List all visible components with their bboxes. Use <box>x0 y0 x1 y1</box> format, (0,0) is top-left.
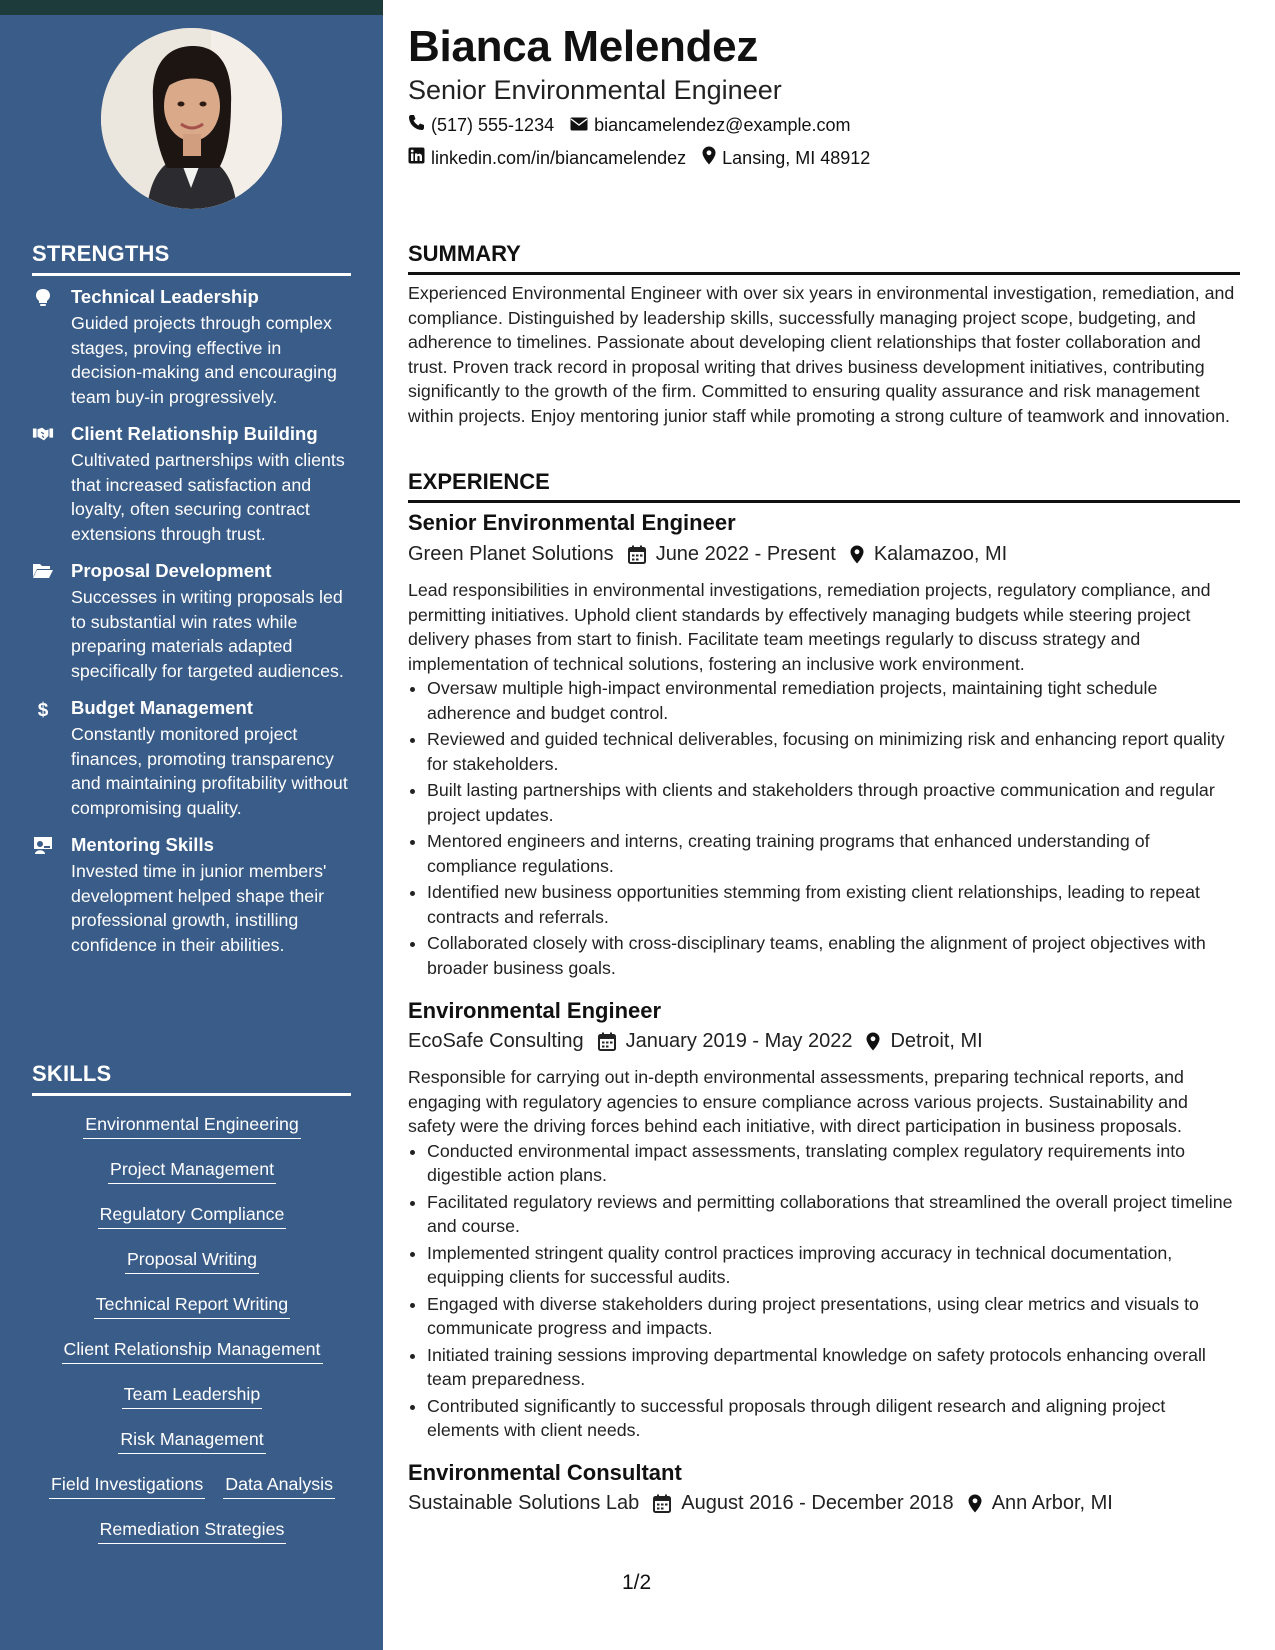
experience-heading: EXPERIENCE <box>408 469 1240 503</box>
list-item: • Engaged with diverse stakeholders during project presentations, using clear metrics and visuals to communicate progress and impacts. <box>427 1292 1240 1341</box>
phone-icon <box>408 114 425 136</box>
folder-open-icon <box>32 562 54 582</box>
teacher-icon <box>32 836 54 856</box>
strength-title: Budget Management <box>71 697 253 718</box>
skill-tag: Field Investigations <box>49 1472 205 1499</box>
job-summary: Lead responsibilities in environmental investigations, remediation projects, regulatory compliance, and permitting initiatives. Uphold client standards by effectively managing budgets while steering project delivery phases from start to finish. Facilitate team meetings regularly to discuss strategy and implementation of technical solutions, fostering an inclusive work environment. <box>408 580 1211 674</box>
calendar-icon <box>653 1494 671 1513</box>
job-meta <box>408 543 1007 566</box>
list-item: • Implemented stringent quality control practices improving accuracy in technical documentation, equipping clients for successful audits. <box>427 1241 1240 1290</box>
sidebar <box>0 0 383 1650</box>
list-item: • Oversaw multiple high-impact environmental remediation projects, maintaining tight schedule adherence and budget control. <box>427 676 1240 725</box>
list-item: • Facilitated regulatory reviews and permitting collaborations that streamlined the overall project timeline and course. <box>427 1190 1240 1239</box>
list-item: • Conducted environmental impact assessments, translating complex regulatory requirements into digestible action plans. <box>427 1139 1240 1188</box>
skill-tag: Data Analysis <box>223 1472 335 1499</box>
strength-description: Guided projects through complex stages, proving effective in decision-making and encouraging team buy-in progressively. <box>71 313 337 407</box>
job-location: Ann Arbor, MI <box>991 1492 1113 1514</box>
job-bullets <box>408 676 1240 980</box>
job-bullets <box>408 1139 1240 1443</box>
location-contact <box>702 146 870 170</box>
job-dates: August 2016 - December 2018 <box>681 1492 954 1514</box>
strength-description: Invested time in junior members' development helped shape their professional growth, instilling confidence in their abilities. <box>71 861 327 955</box>
calendar-icon <box>598 1032 616 1051</box>
lightbulb-icon <box>32 288 54 308</box>
strength-description: Cultivated partnerships with clients that increased satisfaction and loyalty, often securing contract extensions through trust. <box>71 450 345 544</box>
skill-tag: Technical Report Writing <box>94 1292 290 1319</box>
candidate-role: Senior Environmental Engineer <box>408 75 782 105</box>
list-item: • Built lasting partnerships with clients and stakeholders through proactive communication and regular project updates. <box>427 778 1240 827</box>
skills-heading: SKILLS <box>32 1061 351 1096</box>
sidebar-top-bar <box>0 0 383 15</box>
map-pin-icon <box>968 1494 982 1513</box>
strength-item <box>32 696 352 820</box>
contact-row <box>408 114 851 136</box>
map-pin-icon <box>850 545 864 564</box>
skill-tag: Remediation Strategies <box>98 1517 287 1544</box>
strength-item <box>32 422 352 546</box>
skill-tag: Client Relationship Management <box>62 1337 323 1364</box>
map-pin-icon <box>866 1032 880 1051</box>
dollar-icon <box>32 699 54 719</box>
linkedin-icon <box>408 147 425 169</box>
job-dates: June 2022 - Present <box>655 543 836 565</box>
job-meta <box>408 1030 983 1053</box>
job-summary: Responsible for carrying out in-depth environmental assessments, preparing technical reports, and engaging with regulatory agencies to ensure compliance across various projects. Sustainability and safety were the driving forces behind each initiative, with direct participation in business proposals. <box>408 1067 1188 1136</box>
skills-list <box>32 1112 352 1562</box>
list-item: • Identified new business opportunities stemming from existing client relationships, leading to repeat contracts and referrals. <box>427 880 1240 929</box>
phone-contact <box>408 114 554 136</box>
strength-item <box>32 559 352 683</box>
profile-photo <box>101 28 282 209</box>
linkedin-contact[interactable] <box>408 146 686 170</box>
job-title: Environmental Consultant <box>408 1460 682 1485</box>
strength-description: Constantly monitored project finances, promoting transparency and maintaining profitability without compromising quality. <box>71 724 348 818</box>
list-item: • Contributed significantly to successful proposals through diligent research and aligning project elements with client needs. <box>427 1394 1240 1443</box>
strength-description: Successes in writing proposals led to substantial win rates while preparing materials adapted specifically for targeted audiences. <box>71 587 344 681</box>
linkedin-text[interactable]: linkedin.com/in/biancamelendez <box>431 147 687 168</box>
job-meta <box>408 1492 1113 1515</box>
summary-heading: SUMMARY <box>408 241 1240 275</box>
svg-text:$: $ <box>37 700 49 719</box>
strength-item <box>32 833 352 957</box>
skill-tag: Proposal Writing <box>125 1247 259 1274</box>
skill-tag: Risk Management <box>118 1427 265 1454</box>
envelope-icon <box>570 115 588 136</box>
strength-title: Client Relationship Building <box>71 423 318 444</box>
job-description <box>408 1065 1240 1445</box>
page-number: 1/2 <box>622 1571 652 1594</box>
strengths-list <box>32 285 352 970</box>
candidate-name: Bianca Melendez <box>408 22 759 71</box>
summary-text: Experienced Environmental Engineer with over six years in environmental investigation, remediation, and compliance. Distinguished by leadership skills, successfully managing project scope, budgeting, and adherence to timelines. Passionate about developing client relationships that foster collaboration and trust. Proven track record in proposal writing that drives business development initiatives, contributing significantly to the growth of the firm. Committed to ensuring quality assurance and risk management within projects. Enjoy mentoring junior staff while promoting a strong culture of teamwork and innovation. <box>408 283 1235 426</box>
list-item: • Mentored engineers and interns, creating training programs that enhanced understanding of compliance regulations. <box>427 829 1240 878</box>
skill-tag: Team Leadership <box>122 1382 262 1409</box>
strength-title: Technical Leadership <box>71 286 259 307</box>
phone-text: (517) 555-1234 <box>431 114 555 135</box>
handshake-icon <box>32 425 54 445</box>
strength-title: Mentoring Skills <box>71 834 214 855</box>
strengths-heading: STRENGTHS <box>32 241 351 276</box>
contact-row <box>408 146 870 170</box>
list-item: • Reviewed and guided technical deliverables, focusing on minimizing risk and enhancing report quality for stakeholders. <box>427 727 1240 776</box>
list-item: • Collaborated closely with cross-disciplinary teams, enabling the alignment of project objectives with broader business goals. <box>427 931 1240 980</box>
skill-tag: Project Management <box>108 1157 276 1184</box>
company-name: Green Planet Solutions <box>408 543 614 565</box>
job-description <box>408 578 1240 982</box>
job-location: Kalamazoo, MI <box>873 543 1008 565</box>
email-text[interactable]: biancamelendez@example.com <box>594 114 851 135</box>
company-name: Sustainable Solutions Lab <box>408 1492 640 1514</box>
job-title: Environmental Engineer <box>408 998 662 1023</box>
strength-item <box>32 285 352 409</box>
company-name: EcoSafe Consulting <box>408 1030 584 1052</box>
skill-tag: Environmental Engineering <box>83 1112 301 1139</box>
location-text: Lansing, MI 48912 <box>722 147 871 168</box>
job-dates: January 2019 - May 2022 <box>625 1030 853 1052</box>
job-title: Senior Environmental Engineer <box>408 510 736 535</box>
email-contact[interactable] <box>570 114 850 136</box>
skill-tag: Regulatory Compliance <box>98 1202 287 1229</box>
map-pin-icon <box>702 146 716 170</box>
job-location: Detroit, MI <box>890 1030 983 1052</box>
strength-title: Proposal Development <box>71 560 272 581</box>
calendar-icon <box>628 545 646 564</box>
list-item: • Initiated training sessions improving departmental knowledge on safety protocols enhancing overall team preparedness. <box>427 1343 1240 1392</box>
